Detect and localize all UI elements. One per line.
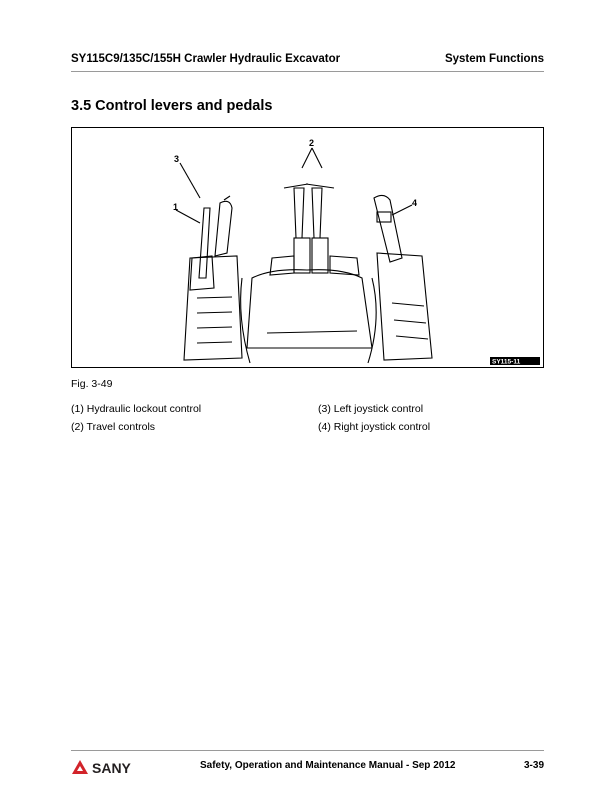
- travel-lever-left: [294, 188, 304, 238]
- callout-2: 2: [309, 138, 315, 148]
- control-levers-illustration: [72, 128, 543, 367]
- footer-manual-title: Safety, Operation and Maintenance Manual - Sep 2012: [200, 760, 456, 771]
- footer-page-number: 3-39: [523, 760, 544, 771]
- header-section-name: System Functions: [444, 53, 544, 65]
- callout-3: 3: [174, 154, 180, 164]
- hydraulic-lockout-lever: [199, 208, 210, 278]
- figure-frame: [71, 127, 544, 368]
- figure-code: SY115-11: [492, 358, 521, 366]
- callout-4: 4: [412, 198, 418, 208]
- left-joystick: [215, 201, 232, 256]
- travel-lever-right: [312, 188, 322, 238]
- legend-item-2: (2) Travel controls: [71, 421, 156, 433]
- footer-divider: [71, 750, 544, 751]
- header-title: SY115C9/135C/155H Crawler Hydraulic Excavator: [71, 53, 341, 65]
- callout-1: 1: [173, 202, 179, 212]
- section-title: 3.5 Control levers and pedals: [71, 98, 273, 114]
- legend-item-3: (3) Left joystick control: [318, 403, 424, 415]
- legend-item-4: (4) Right joystick control: [318, 421, 431, 433]
- figure-caption: Fig. 3-49: [71, 378, 113, 390]
- sany-logo: [71, 758, 141, 776]
- seat-outline: [247, 270, 372, 348]
- sany-logo-text: SANY: [92, 760, 131, 776]
- legend-item-1: (1) Hydraulic lockout control: [71, 403, 202, 415]
- header-divider: [71, 71, 544, 72]
- right-joystick: [374, 195, 402, 262]
